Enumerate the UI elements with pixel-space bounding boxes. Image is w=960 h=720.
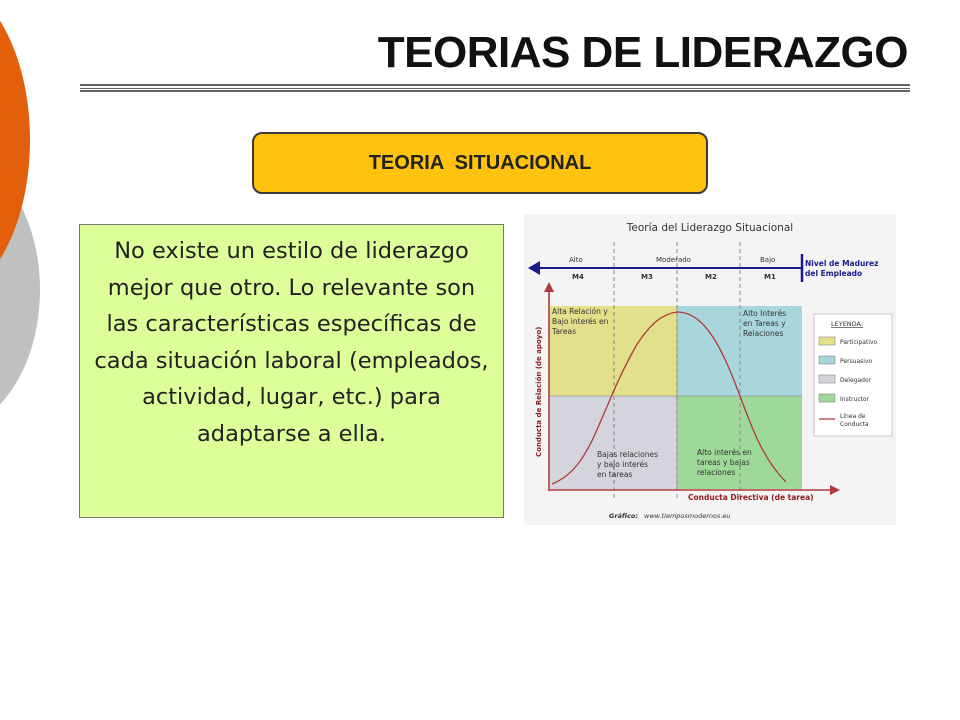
maturity-axis-label-line1: Nivel de Madurez <box>805 259 879 268</box>
x-axis-arrow <box>830 485 840 495</box>
svg-text:Bajas relaciones: Bajas relaciones <box>597 450 658 459</box>
maturity-code-m3: M3 <box>641 273 653 281</box>
svg-text:y bajo interés: y bajo interés <box>597 460 649 469</box>
maturity-axis-label-line2: del Empleado <box>805 269 863 278</box>
svg-text:en tareas: en tareas <box>597 470 633 479</box>
maturity-level-alto: Alto <box>569 256 583 264</box>
quadrant-label-top-right <box>743 309 786 338</box>
svg-text:Tareas: Tareas <box>552 327 576 336</box>
y-axis-arrow <box>544 282 554 292</box>
svg-text:tareas y bajas: tareas y bajas <box>697 458 750 467</box>
situational-leadership-diagram <box>524 214 896 525</box>
maturity-level-moderado: Moderado <box>656 256 691 264</box>
diagram-svg <box>524 214 896 525</box>
y-axis-label: Conducta de Relación (de apoyo) <box>535 326 543 457</box>
legend-label-persuasivo: Persuasivo <box>840 358 873 365</box>
legend-label-instructor: Instructor <box>840 396 870 403</box>
svg-text:Alta Relación y: Alta Relación y <box>552 307 608 316</box>
svg-text:relaciones: relaciones <box>697 468 736 477</box>
maturity-code-m1: M1 <box>764 273 776 281</box>
diagram-title: Teoría del Liderazgo Situacional <box>626 222 794 234</box>
maturity-level-bajo: Bajo <box>760 256 776 264</box>
legend-swatch-instructor <box>819 394 835 402</box>
legend-line-label-1: Línea de <box>840 413 866 420</box>
legend <box>814 314 892 436</box>
legend-label-participativo: Participativo <box>840 339 878 346</box>
maturity-code-m4: M4 <box>572 273 584 281</box>
maturity-code-m2: M2 <box>705 273 717 281</box>
legend-label-delegador: Delegador <box>840 377 872 384</box>
section-label: TEORIA SITUACIONAL <box>368 151 592 174</box>
legend-line-label-2: Conducta <box>840 421 869 428</box>
svg-text:Alto interés en: Alto interés en <box>697 448 752 457</box>
svg-text:en Tareas y: en Tareas y <box>743 319 786 328</box>
body-text-box <box>79 224 504 518</box>
svg-text:Relaciones: Relaciones <box>743 329 784 338</box>
svg-text:Bajo interés en: Bajo interés en <box>552 317 609 326</box>
body-text: No existe un estilo de liderazgo mejor que otro. Lo relevante son las características específicas de cada situación laboral (empleados, actividad, lugar, etc.) para adaptarse a ella. <box>94 238 489 447</box>
x-axis-label: Conducta Directiva (de tarea) <box>688 493 814 502</box>
legend-title: LEYENDA: <box>831 320 864 328</box>
legend-swatch-participativo <box>819 337 835 345</box>
maturity-arrow-head <box>528 261 540 275</box>
slide-title: TEORIAS DE LIDERAZGO <box>377 28 908 77</box>
credit-url: www.tiemposmodernos.eu <box>644 512 731 520</box>
title-underline <box>80 84 910 92</box>
credit-label: Gráfico: <box>609 512 638 520</box>
legend-swatch-persuasivo <box>819 356 835 364</box>
section-label-box <box>252 132 708 194</box>
legend-swatch-delegador <box>819 375 835 383</box>
svg-text:Alto Interés: Alto Interés <box>743 309 787 318</box>
